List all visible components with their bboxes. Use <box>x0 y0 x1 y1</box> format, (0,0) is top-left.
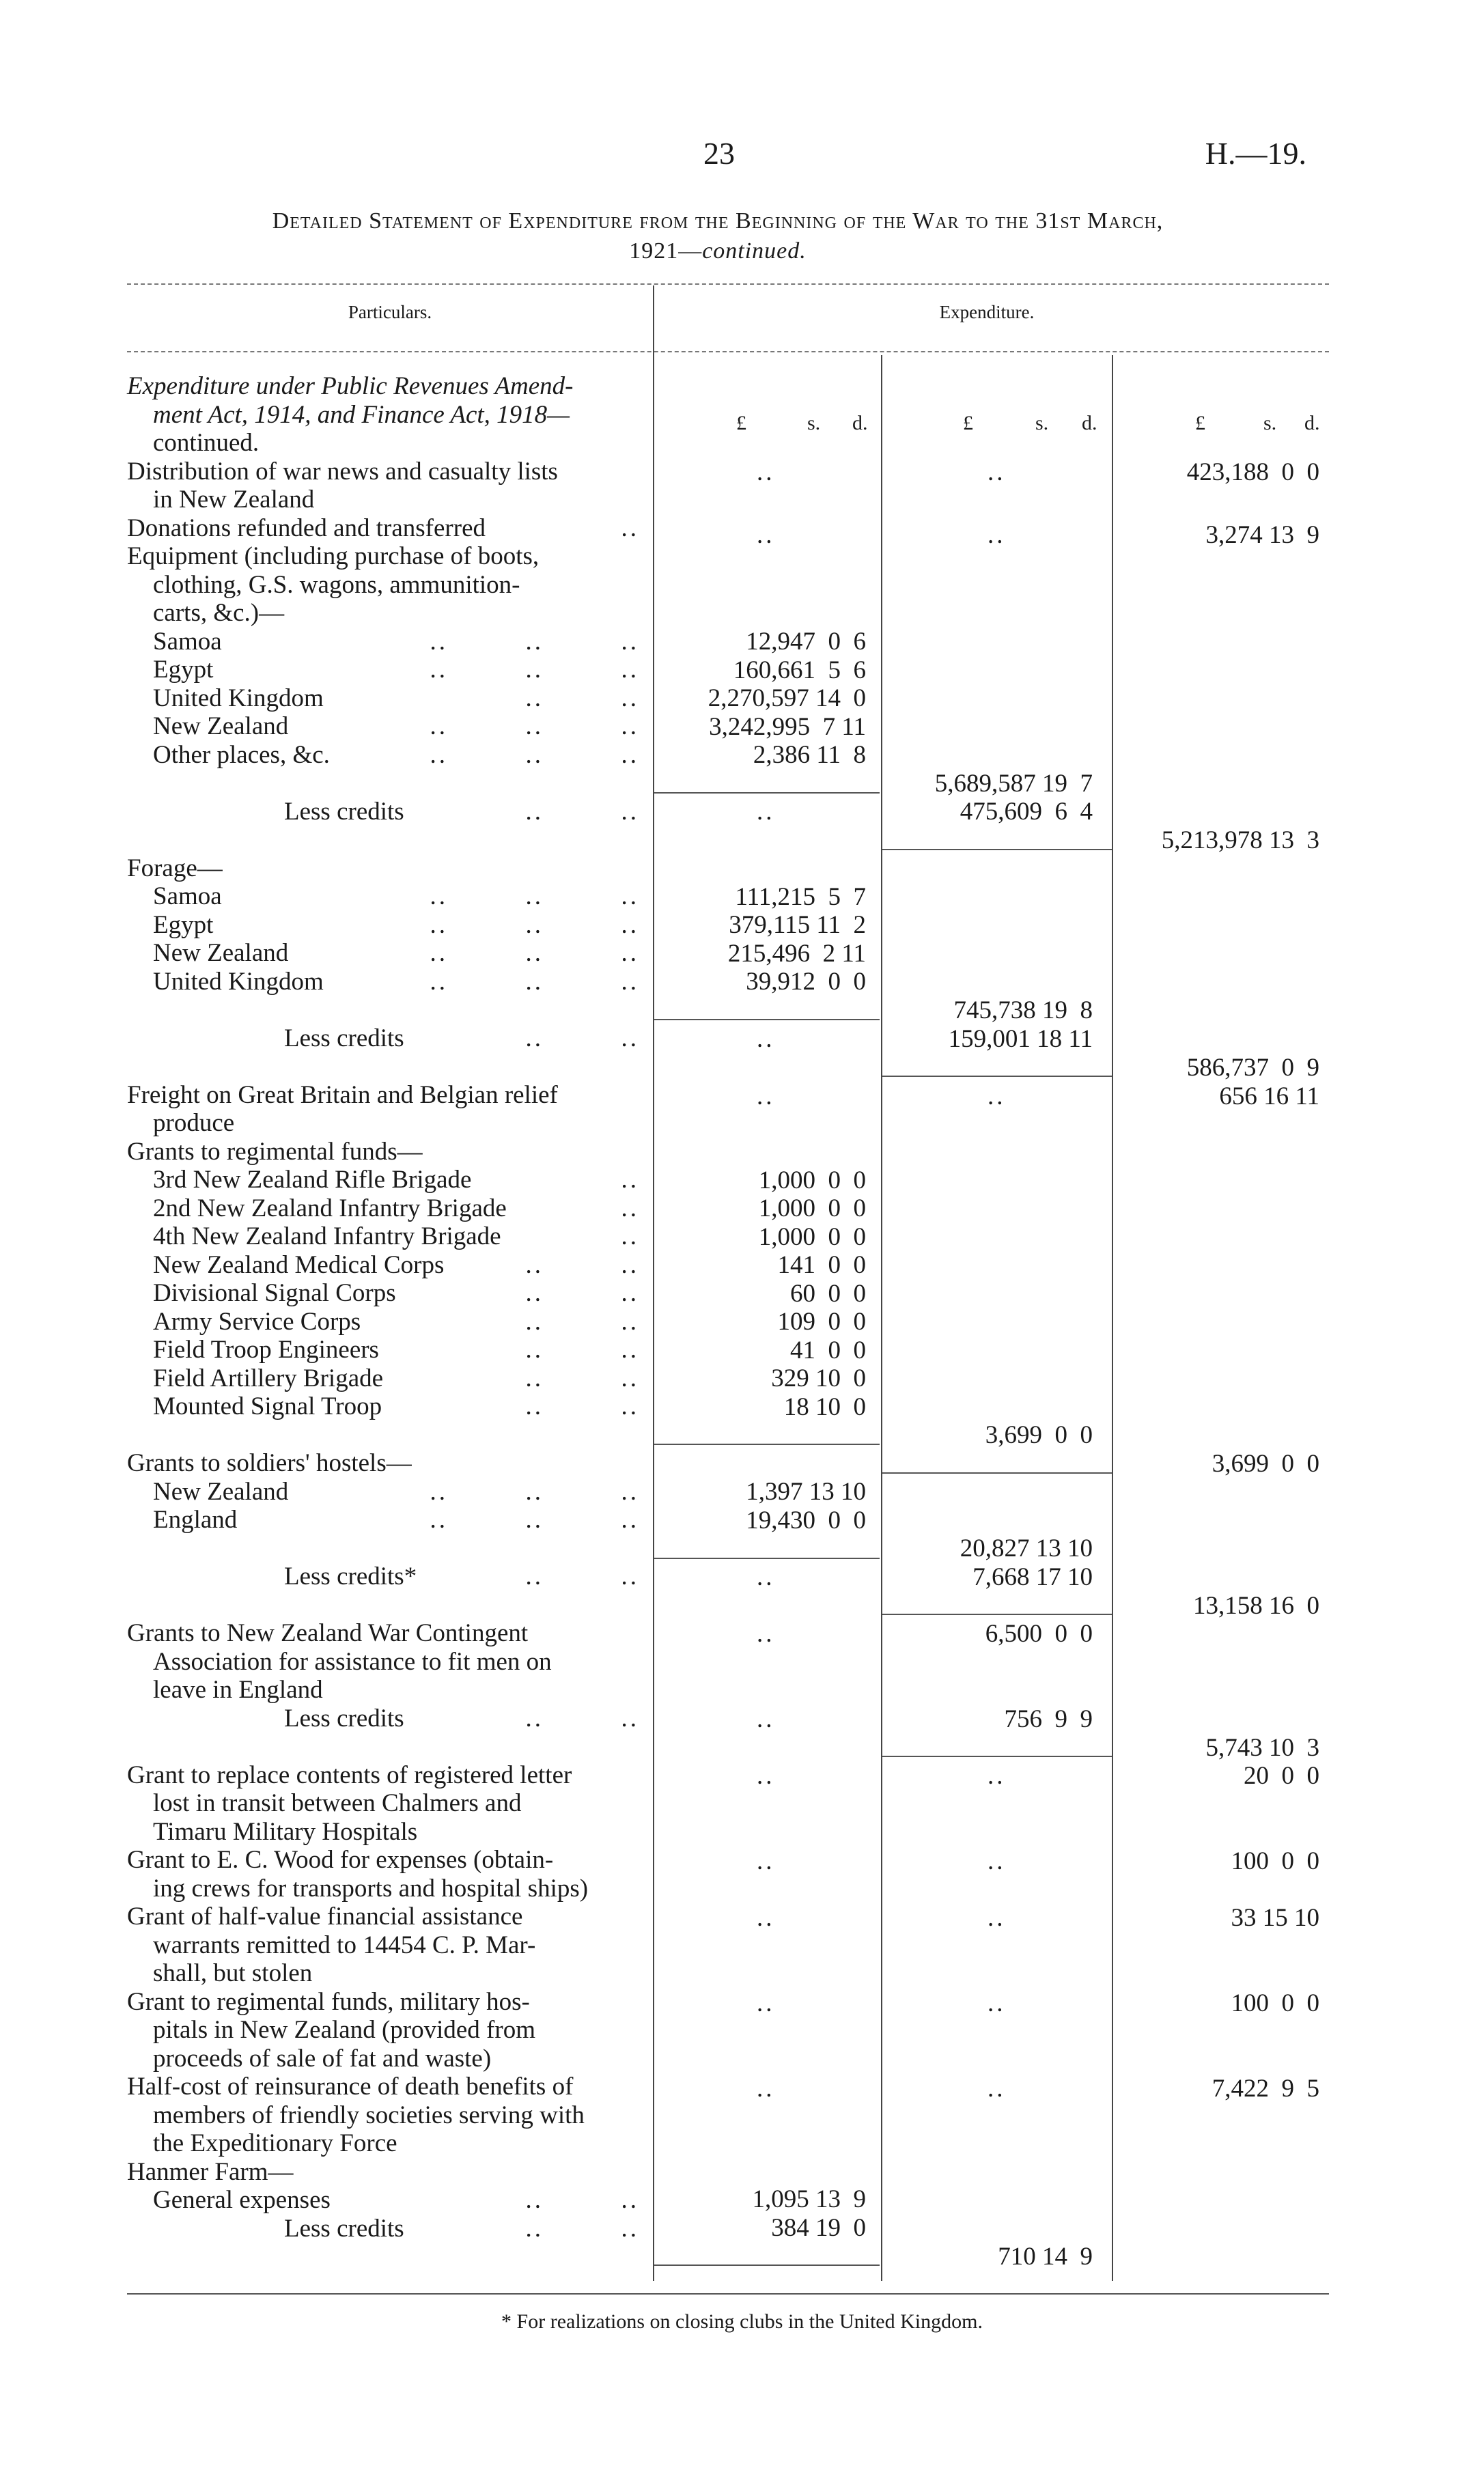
title-year: 1921— <box>629 238 703 264</box>
row-label: New Zealand .. .. .. <box>153 1477 639 1506</box>
document-reference: H.—19. <box>1205 136 1306 171</box>
row-label: clothing, G.S. wagons, ammunition- <box>153 570 520 599</box>
amount-cell: 100 0 0 <box>1231 1989 1319 2017</box>
particulars-header: Particulars. <box>348 302 432 322</box>
amount-cell: 3,699 0 0 <box>985 1421 1093 1449</box>
row-label: New Zealand .. .. .. <box>153 712 639 740</box>
amount-cell: 2,386 11 8 <box>753 741 866 769</box>
row-label: in New Zealand <box>153 486 315 514</box>
amount-cell: 656 16 11 <box>1219 1082 1319 1110</box>
amount-cell: 1,000 0 0 <box>758 1194 866 1222</box>
dots-cell: .. <box>757 1762 775 1790</box>
amount-cell: 756 9 9 <box>1004 1705 1093 1733</box>
row-label: Grants to soldiers' hostels— <box>127 1449 412 1477</box>
row-label: Equipment (including purchase of boots, <box>127 542 540 570</box>
col2-shilling: s. <box>1035 412 1049 434</box>
row-label: Less credits .. .. <box>284 2214 639 2243</box>
dots-cell: .. <box>757 1082 775 1110</box>
col1-pence: d. <box>852 412 868 434</box>
row-label: Grant to E. C. Wood for expenses (obtain- <box>127 1846 554 1874</box>
dots-cell: .. <box>757 2075 775 2103</box>
row-label: Donations refunded and transferred .. <box>127 514 639 542</box>
row-label: Less credits .. .. <box>284 797 639 826</box>
table-top-rule <box>127 283 1329 285</box>
dots-cell: .. <box>988 458 1006 486</box>
row-label: United Kingdom .. .. .. <box>153 967 639 996</box>
row-label: Divisional Signal Corps .. .. <box>153 1279 639 1307</box>
amount-cell: 12,947 0 6 <box>746 628 866 656</box>
row-label: Samoa .. .. .. <box>153 882 639 910</box>
dots-cell: .. <box>757 1989 775 2017</box>
row-label: Less credits .. .. <box>284 1024 639 1052</box>
row-label: the Expeditionary Force <box>153 2129 397 2157</box>
amount-cell: 3,242,995 7 11 <box>709 713 866 741</box>
amount-cell: 3,699 0 0 <box>1212 1450 1319 1478</box>
dots-cell: .. <box>988 2075 1006 2103</box>
row-label: General expenses .. .. <box>153 2186 639 2214</box>
sum-rule <box>654 2264 880 2266</box>
spacer <box>127 1534 646 1563</box>
sum-rule <box>882 1614 1112 1615</box>
amount-cell: 159,001 18 11 <box>948 1025 1093 1053</box>
row-label: Association for assistance to fit men on <box>153 1647 552 1676</box>
column-divider-1 <box>653 285 654 2281</box>
column-divider-3 <box>1112 355 1113 2281</box>
col3-shilling: s. <box>1263 412 1277 434</box>
row-label: Mounted Signal Troop .. .. <box>153 1392 639 1420</box>
amount-cell: 18 10 0 <box>783 1393 866 1421</box>
amount-cell: 379,115 11 2 <box>729 911 866 939</box>
title-main: Detailed Statement of Expenditure from the Beginning of the War to the 31st March, <box>272 208 1164 234</box>
dots-cell: .. <box>757 458 775 486</box>
row-label: Field Artillery Brigade .. .. <box>153 1364 639 1392</box>
amount-cell: 5,213,978 13 3 <box>1161 826 1319 854</box>
row-label: Less credits* .. .. <box>284 1562 639 1590</box>
amount-cell: 41 0 0 <box>790 1336 866 1364</box>
col3-pence: d. <box>1304 412 1320 434</box>
row-label: Field Troop Engineers .. .. <box>153 1336 639 1364</box>
dots-cell: .. <box>757 521 775 549</box>
row-label: Samoa .. .. .. <box>153 627 639 656</box>
row-label: leave in England <box>153 1676 323 1704</box>
amount-cell: 13,158 16 0 <box>1193 1592 1319 1620</box>
amount-cell: 7,422 9 5 <box>1212 2075 1319 2103</box>
sum-rule <box>882 1076 1112 1077</box>
amount-cell: 1,000 0 0 <box>758 1166 866 1194</box>
sum-rule <box>882 1756 1112 1757</box>
row-label: Grants to New Zealand War Contingent <box>127 1619 529 1647</box>
dots-cell: .. <box>988 1082 1006 1110</box>
statement-title <box>127 206 1308 266</box>
amount-cell: 6,500 0 0 <box>985 1620 1093 1648</box>
amount-cell: 1,000 0 0 <box>758 1223 866 1251</box>
amount-cell: 1,095 13 9 <box>752 2185 866 2213</box>
row-label: 3rd New Zealand Rifle Brigade .. <box>153 1166 639 1194</box>
row-label: Grant to replace contents of registered letter <box>127 1761 572 1789</box>
row-label: Egypt .. .. .. <box>153 656 639 684</box>
amount-cell: 109 0 0 <box>777 1308 866 1336</box>
amount-cell: 710 14 9 <box>998 2243 1093 2271</box>
col2-pence: d. <box>1082 412 1097 434</box>
amount-cell: 39,912 0 0 <box>746 968 866 996</box>
amount-cell: 100 0 0 <box>1231 1847 1319 1875</box>
spacer <box>127 1591 646 1620</box>
amount-cell: 33 15 10 <box>1231 1904 1319 1932</box>
row-label: Army Service Corps .. .. <box>153 1307 639 1336</box>
row-label: pitals in New Zealand (provided from <box>153 2016 535 2044</box>
amount-cell: 5,743 10 3 <box>1205 1734 1319 1762</box>
row-label: New Zealand Medical Corps .. .. <box>153 1250 639 1279</box>
row-label: Grant of half-value financial assistance <box>127 1903 523 1931</box>
row-label: Freight on Great Britain and Belgian relief <box>127 1080 558 1109</box>
amount-cell: 141 0 0 <box>777 1251 866 1279</box>
dots-cell: .. <box>757 1025 775 1053</box>
row-label: Egypt .. .. .. <box>153 910 639 939</box>
spacer <box>127 996 646 1024</box>
row-label: Other places, &c. .. .. .. <box>153 740 639 769</box>
row-label: 2nd New Zealand Infantry Brigade .. <box>153 1194 639 1222</box>
amount-cell: 586,737 0 9 <box>1186 1054 1319 1082</box>
amount-cell: 60 0 0 <box>790 1280 866 1308</box>
dots-cell: .. <box>988 1904 1006 1932</box>
col3-pound: £ <box>1195 412 1205 434</box>
spacer <box>127 769 646 798</box>
expenditure-header: Expenditure. <box>939 302 1035 322</box>
sum-rule <box>654 1444 880 1445</box>
sum-rule <box>654 792 880 794</box>
dots-cell: .. <box>757 1563 775 1591</box>
dots-cell: .. <box>988 1847 1006 1875</box>
amount-cell: 745,738 19 8 <box>953 996 1093 1024</box>
col1-shilling: s. <box>807 412 821 434</box>
amount-cell: 475,609 6 4 <box>960 798 1093 826</box>
header-bottom-rule <box>127 351 1329 352</box>
column-divider-2 <box>881 355 882 2281</box>
sum-rule <box>882 1472 1112 1474</box>
row-label: United Kingdom .. .. <box>153 684 639 712</box>
dots-cell: .. <box>988 521 1006 549</box>
amount-cell: 2,270,597 14 0 <box>708 684 866 712</box>
title-continued: continued. <box>702 238 807 264</box>
row-label: shall, but stolen <box>153 1959 313 1987</box>
row-label: Grant to regimental funds, military hos- <box>127 1987 530 2016</box>
amount-cell: 160,661 5 6 <box>733 656 866 684</box>
row-label: Forage— <box>127 854 223 882</box>
footnote: * For realizations on closing clubs in the United Kingdom. <box>501 2310 983 2333</box>
section-heading: continued. <box>153 429 260 457</box>
row-label: warrants remitted to 14454 C. P. Mar- <box>153 1931 536 1959</box>
row-label: England .. .. .. <box>153 1506 639 1534</box>
dots-cell: .. <box>988 1989 1006 2017</box>
dots-cell: .. <box>757 1904 775 1932</box>
row-label: Distribution of war news and casualty lists <box>127 457 558 486</box>
row-label: 4th New Zealand Infantry Brigade .. <box>153 1222 639 1250</box>
row-label: Grants to regimental funds— <box>127 1137 423 1166</box>
col2-pound: £ <box>963 412 973 434</box>
amount-cell: 7,668 17 10 <box>972 1563 1093 1591</box>
row-label: ing crews for transports and hospital ships) <box>153 1874 589 1903</box>
dots-cell: .. <box>757 1620 775 1648</box>
amount-cell: 20 0 0 <box>1244 1762 1319 1790</box>
amount-cell: 111,215 5 7 <box>735 883 866 911</box>
row-label: Less credits .. .. <box>284 1704 639 1733</box>
dots-cell: .. <box>757 1705 775 1733</box>
particulars-column <box>127 372 646 2243</box>
spacer <box>127 1421 646 1450</box>
amount-cell: 3,274 13 9 <box>1205 521 1319 549</box>
row-label: Hanmer Farm— <box>127 2157 294 2186</box>
spacer <box>127 826 646 854</box>
spacer <box>127 1052 646 1081</box>
amount-cell: 20,827 13 10 <box>960 1534 1093 1562</box>
col1-pound: £ <box>736 412 746 434</box>
sum-rule <box>654 1558 880 1559</box>
amount-cell: 5,689,587 19 7 <box>934 770 1093 798</box>
row-label: proceeds of sale of fat and waste) <box>153 2044 492 2073</box>
amount-cell: 329 10 0 <box>771 1364 866 1392</box>
table-bottom-rule <box>127 2293 1329 2295</box>
dots-cell: .. <box>757 798 775 826</box>
row-label: carts, &c.)— <box>153 599 285 627</box>
row-label: produce <box>153 1109 235 1137</box>
spacer <box>127 1733 646 1761</box>
amount-cell: 215,496 2 11 <box>727 940 866 968</box>
amount-cell: 384 19 0 <box>771 2214 866 2242</box>
amount-cell: 1,397 13 10 <box>746 1478 866 1506</box>
row-label: members of friendly societies serving with <box>153 2101 585 2129</box>
dots-cell: .. <box>988 1762 1006 1790</box>
dots-cell: .. <box>757 1847 775 1875</box>
row-label: Timaru Military Hospitals <box>153 1817 418 1846</box>
section-heading: Expenditure under Public Revenues Amend- <box>127 372 574 400</box>
page-number: 23 <box>703 136 735 171</box>
amount-cell: 19,430 0 0 <box>746 1506 866 1534</box>
amount-cell: 423,188 0 0 <box>1186 458 1319 486</box>
row-label: lost in transit between Chalmers and <box>153 1789 522 1817</box>
sum-rule <box>654 1019 880 1020</box>
section-heading: ment Act, 1914, and Finance Act, 1918— <box>153 400 570 429</box>
sum-rule <box>882 849 1112 850</box>
row-label: New Zealand .. .. .. <box>153 939 639 967</box>
row-label: Half-cost of reinsurance of death benefits of <box>127 2073 574 2101</box>
